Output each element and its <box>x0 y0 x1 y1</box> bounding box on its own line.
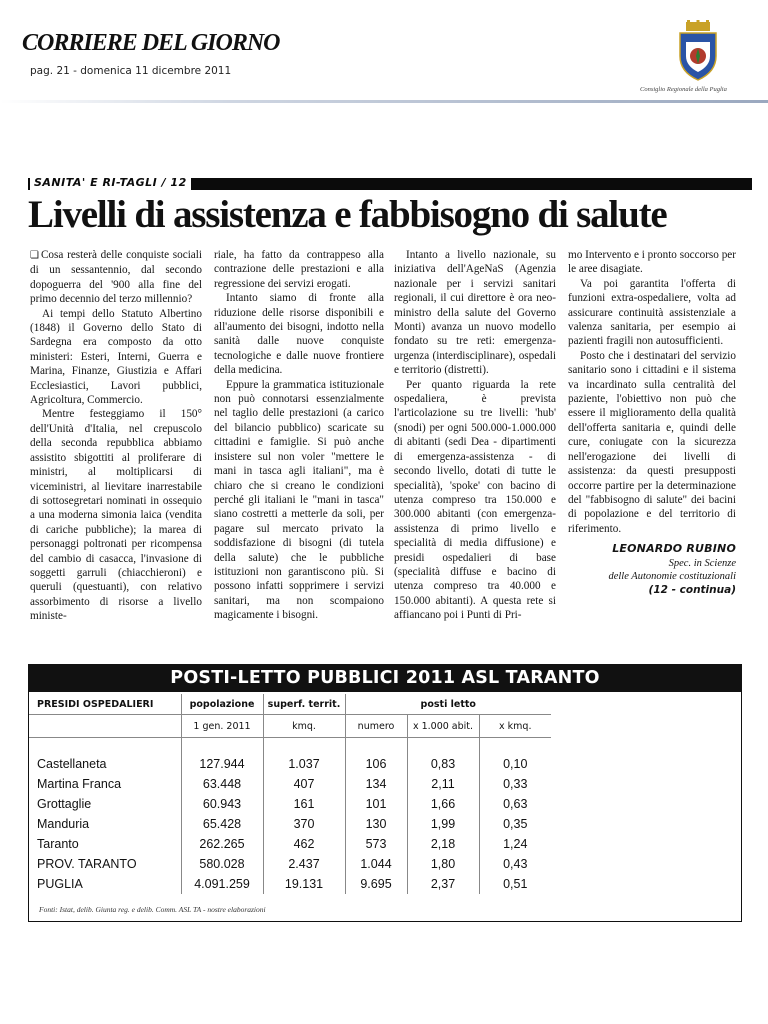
cell-sup: 407 <box>263 774 345 794</box>
cell-pop: 127.944 <box>181 754 263 774</box>
paragraph: Posto che i destinatari del servizio sanitario sono i cittadini e il sistema va incardinato sulla centralità del paziente, l'obiettivo non può che essere il miglioramento della qualità dell'offerta sanitaria e, quindi delle cure, coniugate con la sicurezza nell'erogazione dei livelli di assistenza: da questi presupposti occorre partire per la determinazione del "fabbisogno di salute" dei bacini di popolazione e del territorio di riferimento. <box>568 349 736 535</box>
cell-abit: 1,80 <box>407 854 479 874</box>
cell-num: 130 <box>345 814 407 834</box>
page-info: pag. 21 - domenica 11 dicembre 2011 <box>30 65 232 77</box>
cell-pop: 63.448 <box>181 774 263 794</box>
cell-sup: 1.037 <box>263 754 345 774</box>
article-column-1 <box>30 248 202 624</box>
header-superficie: superf. territ. <box>263 694 345 715</box>
cell-name: PROV. TARANTO <box>37 857 137 871</box>
cell-num: 573 <box>345 834 407 854</box>
subheader-popolazione: 1 gen. 2011 <box>181 715 263 738</box>
coat-of-arms-icon <box>676 20 720 82</box>
paragraph: mo Intervento e i pronto soccorso per le aree disagiate. <box>568 249 736 276</box>
table-row <box>29 854 741 874</box>
paragraph: Ai tempi dello Statuto Albertino (1848) il Governo dello Stato di Sardegna era composto da otto ministeri: Esteri, Interni, Guerra e Marina, Finanze, Giustizia e Affari Ecclesiastici, Lavori pubblici, Agricoltura, Commercio. <box>30 307 202 407</box>
paragraph: Per quanto riguarda la rete ospedaliera, è prevista l'articolazione su tre livelli: 'hub' (snodi) per ogni 500.000-1.000.000 di abitanti (sedi Dea - dipartimenti di emergenza-assistenza - di secondo livello, dotati di tutte le specialità), 'spoke' con bacino di utenza compreso tra 150.000 e 300.000 abitanti (con emergenza-assistenza di primo livello e specialità di media diffusione) e presidi ospedalieri di base (specialità diffuse e bacino di utenza compreso tra 40.000 e 150.000 abitanti). A questa rete si affiancano poi i Punti di Pri- <box>394 378 556 622</box>
cell-name: Grottaglie <box>37 797 92 811</box>
cell-sup: 161 <box>263 794 345 814</box>
cell-num: 1.044 <box>345 854 407 874</box>
cell-kmq: 1,24 <box>479 834 551 854</box>
cell-pop: 60.943 <box>181 794 263 814</box>
table-row <box>29 794 741 814</box>
cell-pop: 65.428 <box>181 814 263 834</box>
table-row <box>29 774 741 794</box>
header-spacer <box>551 694 741 715</box>
subheader-numero: numero <box>345 715 407 738</box>
cell-sup: 2.437 <box>263 854 345 874</box>
author-spec-2: delle Autonomie costituzionali <box>608 570 736 582</box>
header-popolazione: popolazione <box>181 694 263 715</box>
cell-pop: 580.028 <box>181 854 263 874</box>
cell-name: Castellaneta <box>37 757 107 771</box>
paragraph: Eppure la grammatica istituzionale non può connotarsi essenzialmente nel taglio delle prestazioni (a carico del bilancio pubblico) scaricate su cittadini e famiglie. Si può anche insistere sul non voler "mettere le mani in tasca agli italiani", ma è chiaro che si creano le condizioni perché gli italiani le "mani in tasca" siano costretti a metterle da soli, per pagare sul mercato privato la soddisfazione di bisogni (di tutela della salute) che le pubbliche istituzioni non garantiscono più. Si possono infatti sopprimere i servizi sanitari, ma non scompaiono magicamente i bisogni. <box>214 378 384 622</box>
checkbox-bullet-icon: ❏ <box>30 250 39 261</box>
cell-name: PUGLIA <box>37 877 83 891</box>
cell-name: Taranto <box>37 837 79 851</box>
cell-kmq: 0,43 <box>479 854 551 874</box>
subheader-empty <box>29 715 181 738</box>
cell-abit: 0,83 <box>407 754 479 774</box>
cell-sup: 370 <box>263 814 345 834</box>
cell-name: Martina Franca <box>37 777 122 791</box>
paragraph-text: Cosa resterà delle conquiste sociali di un sessantennio, dal secondo dopoguerra del '900 alla fine del primo decennio del terzo millennio? <box>30 249 202 306</box>
subheader-per-kmq: x kmq. <box>479 715 551 738</box>
cell-sup: 462 <box>263 834 345 854</box>
table-row <box>29 814 741 834</box>
table-source-note: Fonti: Istat, delib. Giunta reg. e delib. Comm. ASL TA - nostre elaborazioni <box>39 905 266 914</box>
crest-caption: Consiglio Regionale della Puglia <box>640 86 727 93</box>
author-spec: Spec. in Scienze <box>668 557 736 569</box>
paragraph: riale, ha fatto da contrappeso alla contrazione delle prestazioni e alla regressione dei servizi erogati. <box>214 249 384 290</box>
table-subheader-row <box>29 715 741 738</box>
article-column-4 <box>568 248 736 597</box>
paragraph: Intanto siamo di fronte alla riduzione delle risorse disponibili e all'aumento dei bisogni, indotto nella sanità dalle nuove conquiste tecnologiche e dalle nuove frontiere della medicina. <box>214 292 384 377</box>
cell-name: Manduria <box>37 817 90 831</box>
article-column-3 <box>394 248 556 623</box>
cell-sup: 19.131 <box>263 874 345 894</box>
cell-abit: 2,37 <box>407 874 479 894</box>
masthead: CORRIERE DEL GIORNO <box>22 30 280 56</box>
cell-num: 134 <box>345 774 407 794</box>
cell-abit: 2,18 <box>407 834 479 854</box>
subheader-per-abit: x 1.000 abit. <box>407 715 479 738</box>
paragraph: Va poi garantita l'offerta di funzioni extra-ospedaliere, volta ad assicurare continuità assistenziale a valenza sanitaria, per esempio ai pazienti fragili non autosufficienti. <box>568 277 736 348</box>
cell-kmq: 0,51 <box>479 874 551 894</box>
paragraph: Mentre festeggiamo il 150° dell'Unità d'Italia, nel crepuscolo della seconda repubblica abbiamo assistito sbigottiti al proliferare di ministri, al moltiplicarsi di viceministri, al lievitare inarrestabile di sottosegretari nominati in ossequio a una moderna simonia laica (vendita di cariche pubbliche); la marea di personaggi poltronati per ricompensa del cambio di casacca, l'invasione di soggetti garruli (chiacchieroni) e queruli (questuanti), con relativo assorbimento di risorse a livello ministe- <box>30 408 202 623</box>
author-name: LEONARDO RUBINO <box>612 542 736 556</box>
table-row <box>29 874 741 894</box>
subheader-superficie: kmq. <box>263 715 345 738</box>
table-header-row <box>29 694 741 715</box>
cell-kmq: 0,10 <box>479 754 551 774</box>
cell-pop: 262.265 <box>181 834 263 854</box>
cell-abit: 1,66 <box>407 794 479 814</box>
cell-num: 101 <box>345 794 407 814</box>
article-column-2 <box>214 248 384 623</box>
table-row <box>29 834 741 854</box>
headline: Livelli di assistenza e fabbisogno di salute <box>28 193 667 236</box>
table-row <box>29 754 741 774</box>
cell-num: 106 <box>345 754 407 774</box>
continua-label: (12 - continua) <box>648 583 736 596</box>
header-presidi: PRESIDI OSPEDALIERI <box>29 694 181 715</box>
beds-table <box>29 694 741 894</box>
header-rule <box>0 100 768 103</box>
beds-table-box <box>28 664 742 922</box>
header-posti-letto: posti letto <box>345 694 551 715</box>
cell-kmq: 0,63 <box>479 794 551 814</box>
cell-abit: 1,99 <box>407 814 479 834</box>
paragraph <box>30 248 202 307</box>
cell-abit: 2,11 <box>407 774 479 794</box>
subheader-spacer <box>551 715 741 738</box>
table-title: POSTI-LETTO PUBBLICI 2011 ASL TARANTO <box>29 665 741 692</box>
cell-kmq: 0,35 <box>479 814 551 834</box>
paragraph: Intanto a livello nazionale, su iniziativa dell'AgeNaS (Agenzia nazionale per i servizi sanitari regionali, il cui direttore è ora neo-ministro della salute del Governo Monti) avanza un nuovo modello fondato su tre reti: emergenza-urgenza (interdisciplinare), ospedali e territorio (distretti). <box>394 249 556 377</box>
cell-pop: 4.091.259 <box>181 874 263 894</box>
table-gap-row <box>29 738 741 755</box>
cell-kmq: 0,33 <box>479 774 551 794</box>
kicker: SANITA' E RI-TAGLI / 12 <box>30 176 191 190</box>
cell-num: 9.695 <box>345 874 407 894</box>
